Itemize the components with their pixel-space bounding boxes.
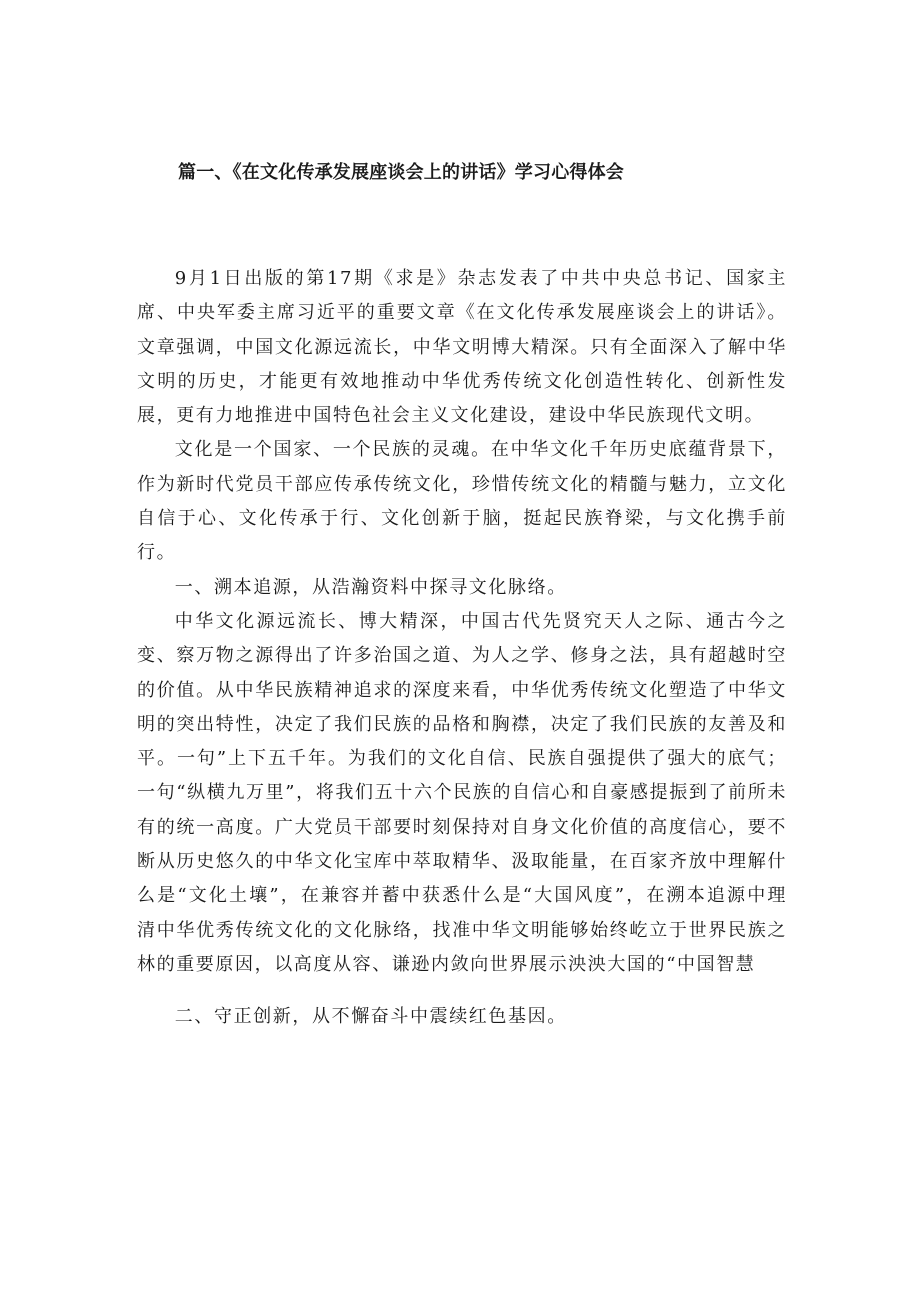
section-heading-one: 一、溯本追源，从浩瀚资料中探寻文化脉络。 [174,576,567,598]
section-heading-two: 二、守正创新，从不懈奋斗中震续红色基因。 [174,1006,567,1028]
document-title: 篇一、《在文化传承发展座谈会上的讲话》学习心得体会 [178,162,624,183]
paragraph-intro: 9月1日出版的第17期《求是》杂志发表了中共中央总书记、国家主席、中央军委主席习近平的重要文章《在文化传承发展座谈会上的讲话》。文章强调，中国文化源远流长，中华文明博大精深。只有全面深入了解中华文明的历史，才能更有效地推动中华优秀传统文化创造性转化、创新性发展，更有力地推进中国特色社会主义文化建设，建设中华民族现代文明。 [137,268,787,427]
document-body [137,262,787,1035]
paragraph-culture-soul: 文化是一个国家、一个民族的灵魂。在中华文化千年历史底蕴背景下，作为新时代党员干部应传承传统文化，珍惜传统文化的精髓与魅力，立文化自信于心、文化传承于行、文化创新于脑，挺起民族脊梁，与文化携手前行。 [137,439,787,564]
paragraph-section-one: 中华文化源远流长、博大精深，中国古代先贤究天人之际、通古今之变、察万物之源得出了许多治国之道、为人之学、修身之法，具有超越时空的价值。从中华民族精神追求的深度来看，中华优秀传统文化塑造了中华文明的突出特性，决定了我们民族的品格和胸襟，决定了我们民族的友善及和平。一句”上下五千年。为我们的文化自信、民族自强提供了强大的底气；一句“纵横九万里”，将我们五十六个民族的自信心和自豪感提振到了前所未有的统一高度。广大党员干部要时刻保持对自身文化价值的高度信心，要不断从历史悠久的中华文化宝库中萃取精华、汲取能量，在百家齐放中理解什么是“文化土壤”，在兼容并蓄中获悉什么是“大国风度”，在溯本追源中理清中华优秀传统文化的文化脉络，找准中华文明能够始终屹立于世界民族之林的重要原因，以高度从容、谦逊内敛向世界展示泱泱大国的“中国智慧 [137,610,787,975]
